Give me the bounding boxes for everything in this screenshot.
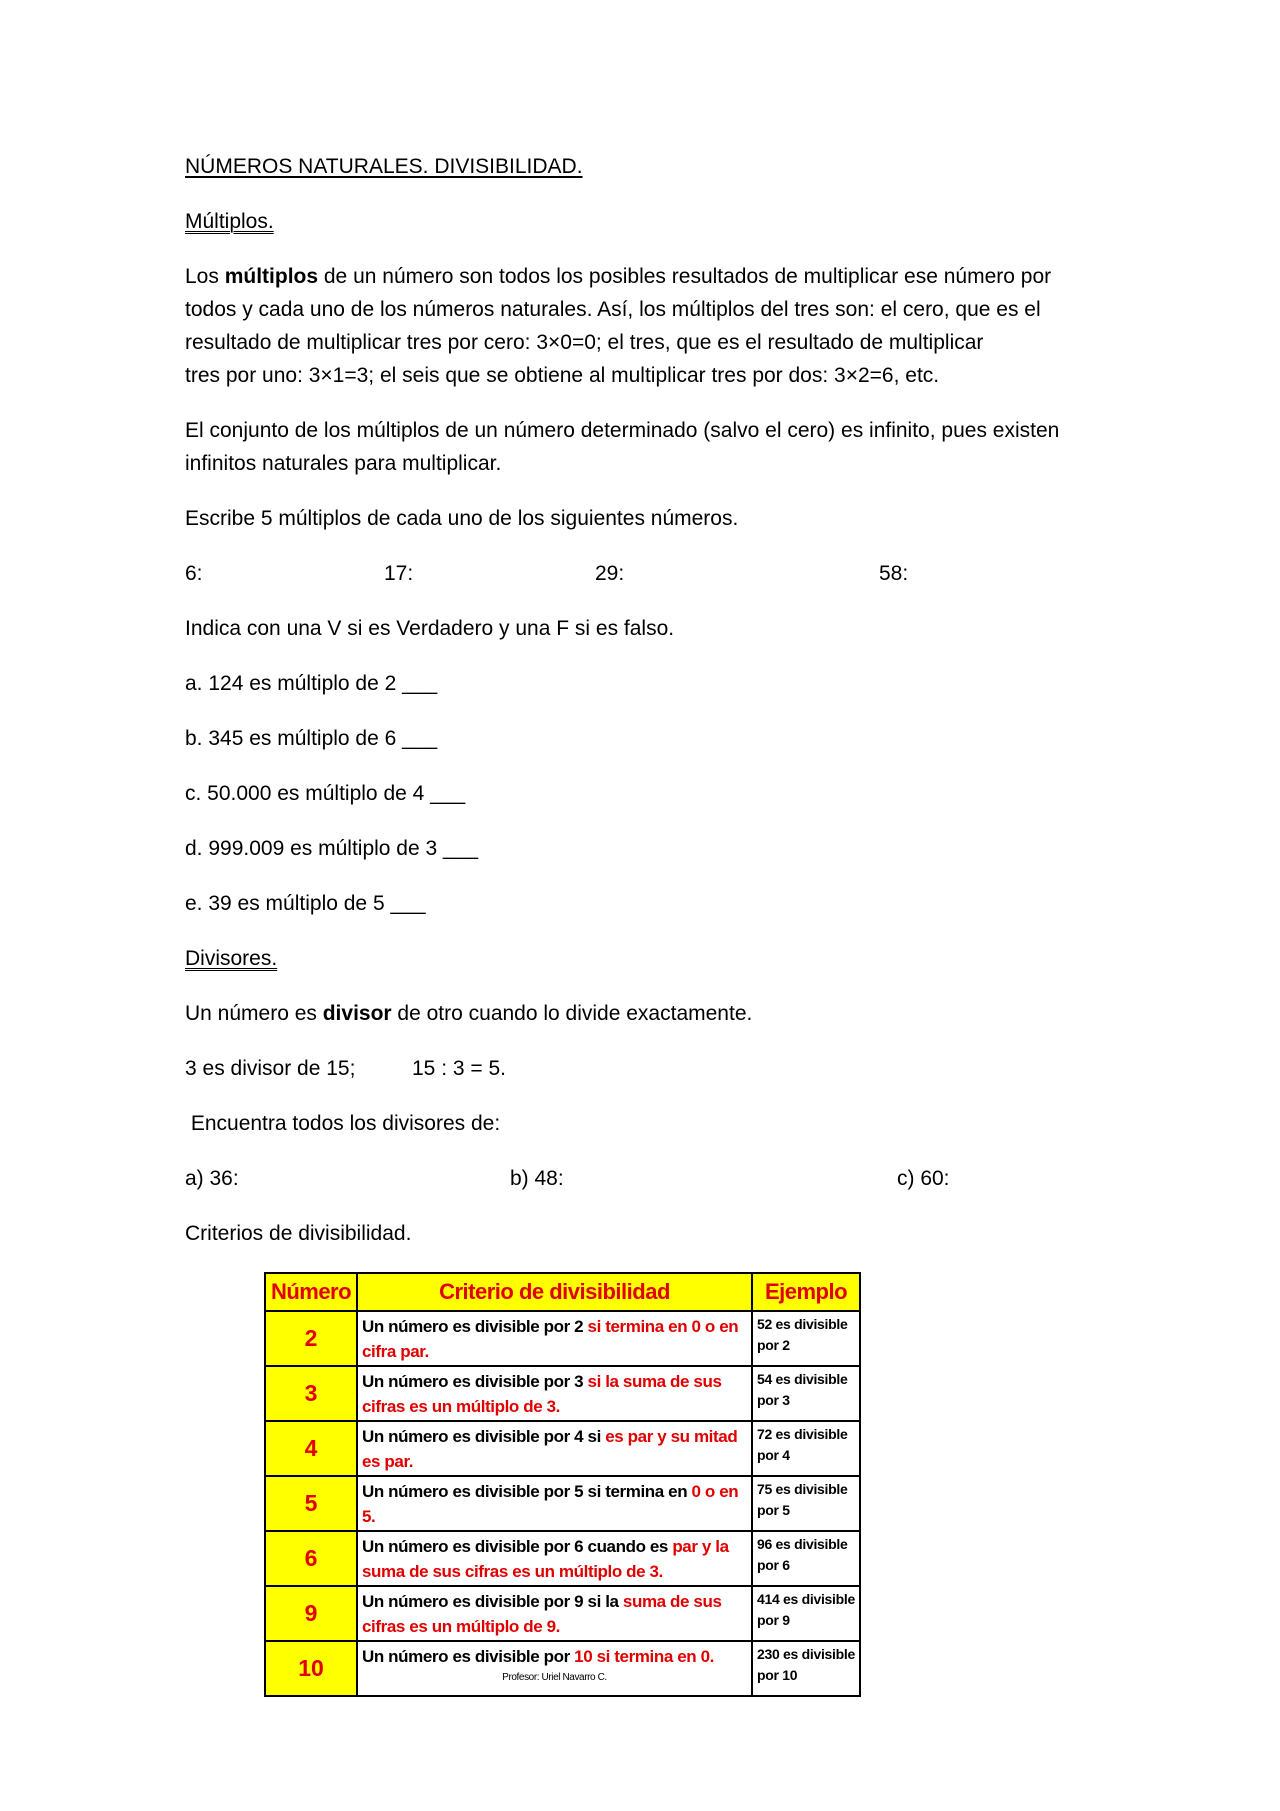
multiplos-infinite-paragraph: El conjunto de los múltiplos de un número determinado (salvo el cero) es infinito, pues existen infinitos naturales para multiplicar. — [185, 419, 1060, 475]
table-row — [265, 1586, 860, 1641]
row-criterion: Un número es divisible por 4 si es par y su mitad es par. — [357, 1421, 752, 1476]
row-example: 230 es divisible por 10 — [752, 1641, 860, 1696]
row-number: 2 — [265, 1311, 357, 1366]
table-row — [265, 1531, 860, 1586]
row-criterion: Un número es divisible por 10 si termina en 0. Profesor: Uriel Navarro C. — [357, 1641, 752, 1696]
row-number: 10 — [265, 1641, 357, 1696]
divisor-definition: Un número es divisor de otro cuando lo divide exactamente. — [185, 1002, 753, 1025]
number-6: 6: — [185, 562, 203, 585]
number-58: 58: — [879, 562, 909, 585]
row-number: 4 — [265, 1421, 357, 1476]
row-criterion: Un número es divisible por 6 cuando es par y la suma de sus cifras es un múltiplo de 3. — [357, 1531, 752, 1586]
true-false-item: b. 345 es múltiplo de 6 ___ — [185, 727, 438, 750]
table-row — [265, 1421, 860, 1476]
row-example: 54 es divisible por 3 — [752, 1366, 860, 1421]
divisors-exercise-prompt: Encuentra todos los divisores de: — [185, 1112, 501, 1135]
row-example: 52 es divisible por 2 — [752, 1311, 860, 1366]
true-false-item: a. 124 es múltiplo de 2 ___ — [185, 672, 438, 695]
divisors-numbers-row — [185, 1162, 1115, 1195]
divisor-item-a: a) 36: — [185, 1167, 239, 1190]
page-title: NÚMEROS NATURALES. DIVISIBILIDAD. — [185, 155, 583, 178]
row-criterion: Un número es divisible por 5 si termina en 0 o en 5. — [357, 1476, 752, 1531]
row-example: 414 es divisible por 9 — [752, 1586, 860, 1641]
divisor-example-operation: 15 : 3 = 5. — [412, 1057, 506, 1080]
header-criterio: Criterio de divisibilidad — [357, 1273, 752, 1311]
row-example: 75 es divisible por 5 — [752, 1476, 860, 1531]
exercise-multiples-prompt: Escribe 5 múltiplos de cada uno de los siguientes números. — [185, 507, 739, 530]
header-numero: Número — [265, 1273, 357, 1311]
true-false-item: d. 999.009 es múltiplo de 3 ___ — [185, 837, 479, 860]
professor-credit: Profesor: Uriel Navarro C. — [502, 1672, 607, 1683]
header-ejemplo: Ejemplo — [752, 1273, 860, 1311]
multiplos-definition: Los múltiplos de un número son todos los posibles resultados de multiplicar ese número por todos y cada uno de los números naturales. Así, los múltiplos del tres son: el cero, que es el resultado de multiplicar tres por cero: 3×0=0; el tres, que es el resultado de multiplicar tres por uno: 3×1=3; el seis que se obtiene al multiplicar tres por dos: 3×2=6, etc. — [185, 265, 1052, 387]
table-row — [265, 1311, 860, 1366]
divisor-example-row — [185, 1052, 1115, 1085]
true-false-prompt: Indica con una V si es Verdadero y una F si es falso. — [185, 617, 675, 640]
divisor-example-statement: 3 es divisor de 15; — [185, 1057, 356, 1080]
criterios-heading: Criterios de divisibilidad. — [185, 1222, 412, 1245]
divisibility-criteria-table — [264, 1272, 861, 1697]
row-number: 3 — [265, 1366, 357, 1421]
row-criterion: Un número es divisible por 9 si la suma de sus cifras es un múltiplo de 9. — [357, 1586, 752, 1641]
number-17: 17: — [384, 562, 414, 585]
multiplos-heading: Múltiplos. — [185, 210, 274, 233]
true-false-item: e. 39 es múltiplo de 5 ___ — [185, 892, 426, 915]
divisor-item-b: b) 48: — [510, 1167, 564, 1190]
table-header-row — [265, 1273, 860, 1311]
table-row — [265, 1476, 860, 1531]
number-29: 29: — [595, 562, 625, 585]
row-example: 96 es divisible por 6 — [752, 1531, 860, 1586]
table-row — [265, 1366, 860, 1421]
row-number: 5 — [265, 1476, 357, 1531]
document-body — [185, 150, 1115, 1272]
true-false-item: c. 50.000 es múltiplo de 4 ___ — [185, 782, 466, 805]
multiples-numbers-row — [185, 557, 1115, 590]
row-number: 6 — [265, 1531, 357, 1586]
row-number: 9 — [265, 1586, 357, 1641]
row-criterion: Un número es divisible por 2 si termina en 0 o en cifra par. — [357, 1311, 752, 1366]
row-criterion: Un número es divisible por 3 si la suma de sus cifras es un múltiplo de 3. — [357, 1366, 752, 1421]
table-row — [265, 1641, 860, 1696]
divisores-heading: Divisores. — [185, 947, 278, 970]
divisor-item-c: c) 60: — [897, 1167, 950, 1190]
row-example: 72 es divisible por 4 — [752, 1421, 860, 1476]
